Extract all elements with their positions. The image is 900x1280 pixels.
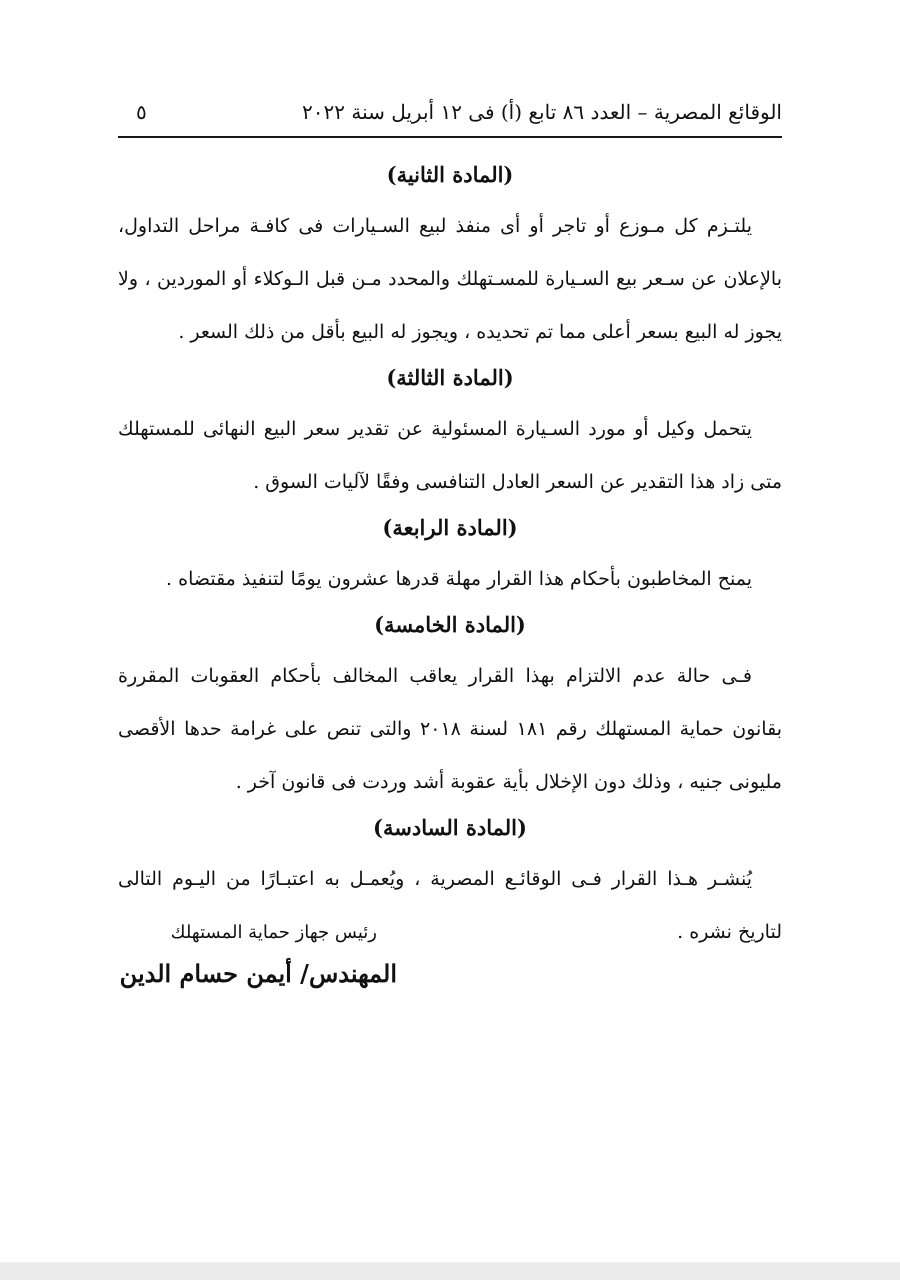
signatory-title: رئيس جهاز حماية المستهلك — [170, 922, 377, 943]
article-2-title: (المادة الثانية) — [386, 162, 514, 187]
article-2-text: يلتـزم كل مـوزع أو تاجر أو أى منفذ لبيع السـيارات فى كافـة مراحل التداول، بالإعلان عن سـعر بيع السـيارة للمسـتهلك والمحدد مـن قبل الـوكلاء أو الموردين ، ولا يجوز له البيع بسعر أعلى مما تم تحديده ، ويجوز له البيع بأقل من ذلك السعر . — [118, 215, 782, 343]
article-6-text: يُنشـر هـذا القرار فـى الوقائـع المصرية ، ويُعمـل به اعتبـارًا من اليـوم التالى لتاريخ نشره . — [118, 868, 782, 943]
article-6-title: (المادة السادسة) — [373, 815, 527, 840]
article-5-title: (المادة الخامسة) — [374, 612, 526, 637]
article-2 — [118, 158, 782, 359]
bottom-margin-strip — [0, 1262, 900, 1280]
page-header — [118, 92, 782, 138]
header-divider — [118, 136, 782, 138]
article-4-text: يمنح المخاطبون بأحكام هذا القرار مهلة قدرها عشرون يومًا لتنفيذ مقتضاه . — [166, 568, 752, 590]
article-4-title: (المادة الرابعة) — [382, 515, 518, 540]
gazette-header-title: الوقائع المصرية – العدد ٨٦ تابع (أ) فى ١٢ أبريل سنة ٢٠٢٢ — [302, 100, 782, 124]
signature-block — [117, 918, 397, 1000]
article-3 — [118, 361, 782, 509]
article-5 — [118, 608, 782, 809]
article-3-text: يتحمل وكيل أو مورد السـيارة المسئولية عن تقدير سعر البيع النهائى للمستهلك متى زاد هذا التقدير عن السعر العادل التنافسى وفقًا لآليات السوق . — [118, 418, 782, 493]
document-body — [118, 158, 782, 961]
article-5-text: فـى حالة عدم الالتزام بهذا القرار يعاقب المخالف بأحكام العقوبات المقررة بقانون حماية المستهلك رقم ١٨١ لسنة ٢٠١٨ والتى تنص على غرامة حدها الأقصى مليونى جنيه ، وذلك دون الإخلال بأية عقوبة أشد وردت فى قانون آخر . — [118, 665, 782, 793]
article-3-title: (المادة الثالثة) — [386, 365, 514, 390]
page-number: ٥ — [136, 100, 147, 124]
signatory-name: المهندس/ أيمن حسام الدين — [119, 959, 397, 988]
article-4 — [118, 511, 782, 606]
